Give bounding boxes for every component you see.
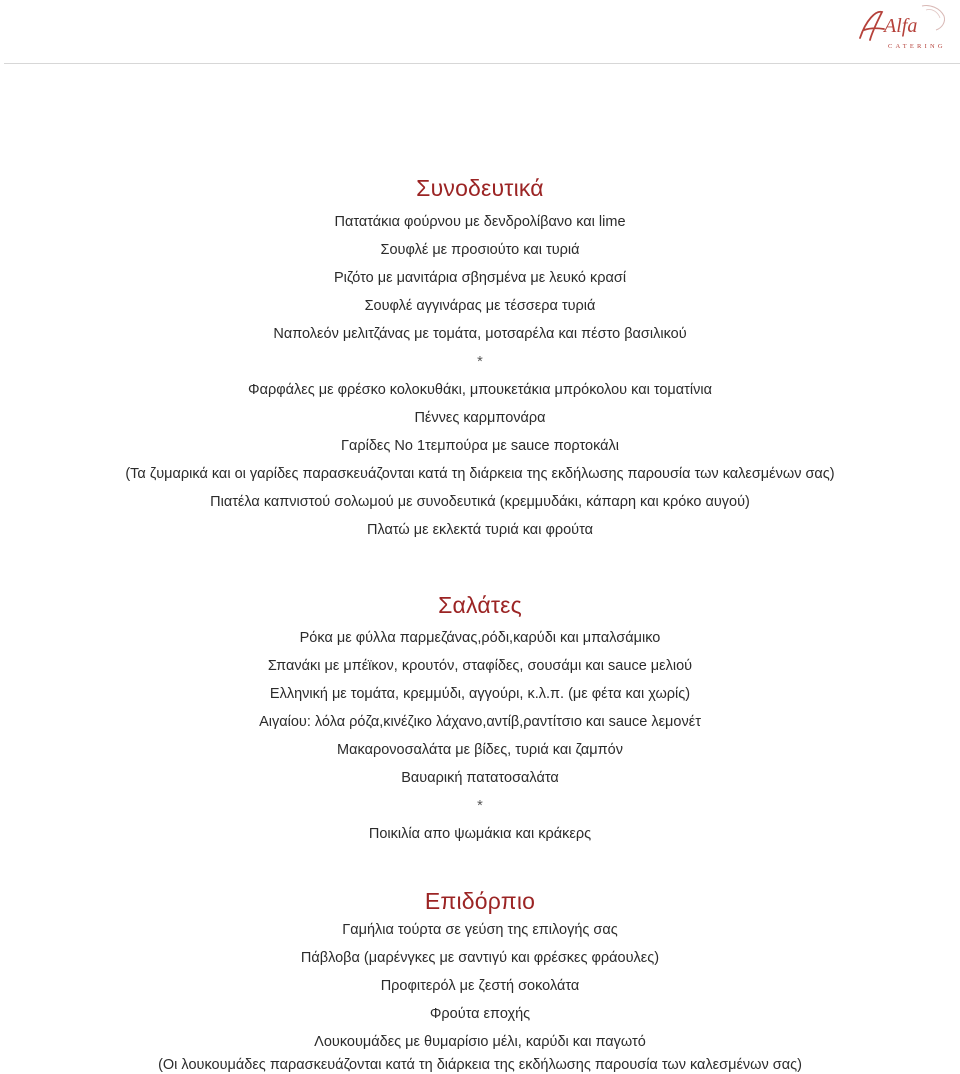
company-logo — [852, 2, 952, 54]
list-item: Πλατώ με εκλεκτά τυριά και φρούτα — [366, 522, 593, 538]
list-item: Σπανάκι με μπέϊκον, κρουτόν, σταφίδες, σουσάμι και sauce μελιού — [267, 658, 693, 674]
list-item: Πατατάκια φούρνου με δενδρολίβανο και lime — [334, 214, 626, 230]
section-title-dessert: Επιδόρπιο — [424, 888, 536, 914]
list-item: Φαρφάλες με φρέσκο κολοκυθάκι, μπουκετάκια μπρόκολου και τοματίνια — [248, 382, 712, 398]
list-item: Λουκουμάδες με θυμαρίσιο μέλι, καρύδι και παγωτό — [314, 1034, 646, 1050]
list-item: Φρούτα εποχής — [429, 1006, 531, 1022]
list-item: Μακαρονοσαλάτα με βίδες, τυριά και ζαμπόν — [337, 742, 623, 758]
list-item: Πιατέλα καπνιστού σολωμού με συνοδευτικά (κρεμμυδάκι, κάπαρη και κρόκο αυγού) — [210, 494, 750, 510]
logo-brand: Alfa — [884, 15, 918, 37]
list-item: Ποικιλία απο ψωμάκια και κράκερς — [368, 826, 592, 842]
list-item: Αιγαίου: λόλα ρόζα,κινέζικο λάχανο,αντίβ,ραντίτσιο και sauce λεμονέτ — [259, 714, 701, 730]
section-title-salads: Σαλάτες — [438, 592, 522, 618]
sides-list — [0, 208, 960, 544]
section-title-sides: Συνοδευτικά — [416, 175, 544, 201]
separator-asterisk: * — [477, 354, 483, 370]
list-item: Γαρίδες Νο 1τεμπούρα με sauce πορτοκάλι — [340, 438, 619, 454]
separator-asterisk: * — [477, 798, 483, 814]
list-item: Ρόκα με φύλλα παρμεζάνας,ρόδι,καρύδι και μπαλσάμικο — [299, 630, 661, 646]
logo-sub: CATERING — [888, 43, 946, 50]
list-item: Ριζότο με μανιτάρια σβησμένα με λευκό κρασί — [333, 270, 627, 286]
list-item: Σουφλέ με προσιούτο και τυριά — [380, 242, 580, 258]
list-item: Πέννες καρμπονάρα — [414, 410, 546, 426]
header-divider — [4, 63, 960, 64]
list-item: Ναπολεόν μελιτζάνας με τομάτα, μοτσαρέλα και πέστο βασιλικού — [273, 326, 687, 342]
list-item-note: (Οι λουκουμάδες παρασκευάζονται κατά τη διάρκεια της εκδήλωσης παρουσία των καλεσμένων σας) — [158, 1057, 802, 1073]
list-item: Σουφλέ αγγινάρας με τέσσερα τυριά — [364, 298, 596, 314]
dessert-list — [0, 916, 960, 1074]
list-item-note: (Τα ζυμαρικά και οι γαρίδες παρασκευάζονται κατά τη διάρκεια της εκδήλωσης παρουσία των καλεσμένων σας) — [125, 466, 835, 482]
list-item: Προφιτερόλ με ζεστή σοκολάτα — [380, 978, 580, 994]
list-item: Πάβλοβα (μαρένγκες με σαντιγύ και φρέσκες φράουλες) — [300, 950, 660, 966]
list-item: Γαμήλια τούρτα σε γεύση της επιλογής σας — [342, 922, 618, 938]
list-item: Βαυαρική πατατοσαλάτα — [401, 770, 559, 786]
salads-list — [0, 624, 960, 848]
list-item: Ελληνική με τομάτα, κρεμμύδι, αγγούρι, κ.λ.π. (με φέτα και χωρίς) — [269, 686, 691, 702]
